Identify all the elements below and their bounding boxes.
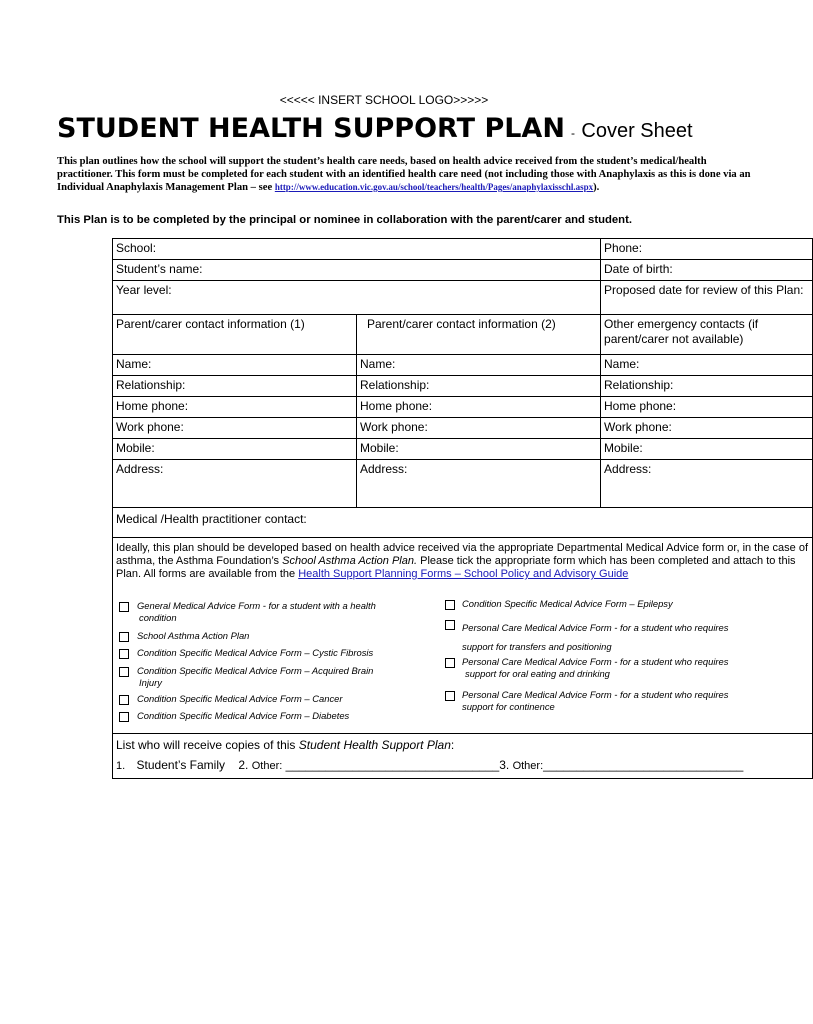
contact3-name[interactable]: Name: <box>601 355 813 376</box>
copies-list <box>116 755 809 776</box>
copy1-number: 1. <box>116 760 126 772</box>
copy3-label: Other: <box>512 760 544 772</box>
contact1-name[interactable]: Name: <box>113 355 357 376</box>
contact2-name[interactable]: Name: <box>357 355 601 376</box>
checkbox-cystic-fibrosis[interactable] <box>119 649 129 659</box>
contact1-address[interactable]: Address: <box>113 460 357 508</box>
student-name-field[interactable]: Student’s name: <box>113 260 601 281</box>
form-acquired-brain-injury-label: Condition Specific Medical Advice Form – Acquired Brain Injury <box>137 665 374 688</box>
page-title <box>57 113 693 144</box>
forms-checklist <box>116 589 809 721</box>
form-transfers-positioning-label: Personal Care Medical Advice Form - for a student who requires support for transfers and positioning <box>462 622 729 652</box>
copies-heading: List who will receive copies of this Student Health Support Plan: <box>116 738 455 752</box>
contact3-header: Other emergency contacts (if parent/carer not available) <box>601 315 813 355</box>
copy2-number: 2. <box>238 758 249 772</box>
copy3-field[interactable]: ______________________________ <box>543 758 744 772</box>
form-continence-label: Personal Care Medical Advice Form - for a student who requires support for continence <box>462 689 729 712</box>
intro-text-end: ). <box>593 182 600 193</box>
guide-text-2: Please tick the appropriate form which has been completed and attach to this Plan. All forms are available from the <box>116 555 796 580</box>
completion-note: This Plan is to be completed by the principal or nominee in collaboration with the parent/carer and student. <box>57 214 632 226</box>
plan-table <box>112 238 813 779</box>
checkbox-diabetes[interactable] <box>119 712 129 722</box>
contact1-work-phone[interactable]: Work phone: <box>113 418 357 439</box>
checkbox-oral-eating[interactable] <box>445 658 455 668</box>
guide-italic: School Asthma Action Plan. <box>282 555 418 567</box>
school-field[interactable]: School: <box>113 239 601 260</box>
year-level-field[interactable]: Year level: <box>113 281 601 315</box>
title-subtitle: Cover Sheet <box>581 120 693 142</box>
checkbox-general-medical[interactable] <box>119 602 129 612</box>
intro-paragraph <box>57 156 757 195</box>
checkbox-asthma-plan[interactable] <box>119 632 129 642</box>
title-main: STUDENT HEALTH SUPPORT PLAN <box>57 113 565 144</box>
contact3-relationship[interactable]: Relationship: <box>601 376 813 397</box>
form-cystic-fibrosis-label: Condition Specific Medical Advice Form – Cystic Fibrosis <box>137 647 374 658</box>
copy2-label: Other: <box>251 760 283 772</box>
form-asthma-plan-label: School Asthma Action Plan <box>137 630 250 641</box>
dob-field[interactable]: Date of birth: <box>601 260 813 281</box>
contact2-work-phone[interactable]: Work phone: <box>357 418 601 439</box>
checkbox-cancer[interactable] <box>119 695 129 705</box>
copies-section <box>113 734 813 779</box>
guide-text-1: Ideally, this plan should be developed based on health advice received via the appropriate Departmental Medical Advice form or, in the case of asthma, the Asthma Foundation’s <box>116 542 808 567</box>
copy1-recipient: Student’s Family <box>136 758 226 772</box>
contact2-home-phone[interactable]: Home phone: <box>357 397 601 418</box>
checkbox-epilepsy[interactable] <box>445 600 455 610</box>
checkbox-acquired-brain-injury[interactable] <box>119 667 129 677</box>
forms-guide-link[interactable]: Health Support Planning Forms – School Policy and Advisory Guide <box>298 568 629 580</box>
contact1-header: Parent/carer contact information (1) <box>113 315 357 355</box>
school-logo-placeholder: <<<<< INSERT SCHOOL LOGO>>>>> <box>279 93 489 107</box>
practitioner-contact-field[interactable]: Medical /Health practitioner contact: <box>113 508 813 538</box>
contact1-relationship[interactable]: Relationship: <box>113 376 357 397</box>
copy3-number: 3. <box>499 758 510 772</box>
medical-advice-section <box>113 538 813 734</box>
contact2-header: Parent/carer contact information (2) <box>357 315 601 355</box>
contact1-home-phone[interactable]: Home phone: <box>113 397 357 418</box>
contact3-work-phone[interactable]: Work phone: <box>601 418 813 439</box>
phone-field[interactable]: Phone: <box>601 239 813 260</box>
intro-text: This plan outlines how the school will support the student’s health care needs, based on health advice received from the student’s medical/health practitioner. This form must be completed for each student with an identified health care need (not including those with Anaphylaxis as this is done via an Individual Anaphylaxis Management Plan – see <box>57 156 751 193</box>
contact2-mobile[interactable]: Mobile: <box>357 439 601 460</box>
contact1-mobile[interactable]: Mobile: <box>113 439 357 460</box>
guide-paragraph <box>116 542 809 581</box>
contact3-mobile[interactable]: Mobile: <box>601 439 813 460</box>
form-oral-eating-label: Personal Care Medical Advice Form - for a student who requires support for oral eating and drinking <box>462 656 729 679</box>
checkbox-continence[interactable] <box>445 691 455 701</box>
form-diabetes-label: Condition Specific Medical Advice Form – Diabetes <box>137 710 350 721</box>
form-general-medical-label: General Medical Advice Form - for a student with a health condition <box>137 600 376 623</box>
contact2-address[interactable]: Address: <box>357 460 601 508</box>
contact3-home-phone[interactable]: Home phone: <box>601 397 813 418</box>
form-epilepsy-label: Condition Specific Medical Advice Form – Epilepsy <box>462 598 673 609</box>
title-dash: - <box>570 126 575 140</box>
review-date-field[interactable]: Proposed date for review of this Plan: <box>601 281 813 315</box>
checkbox-transfers-positioning[interactable] <box>445 620 455 630</box>
anaphylaxis-link[interactable]: http://www.education.vic.gov.au/school/teachers/health/Pages/anaphylaxisschl.aspx <box>274 182 594 192</box>
contact3-address[interactable]: Address: <box>601 460 813 508</box>
contact2-relationship[interactable]: Relationship: <box>357 376 601 397</box>
copy2-field[interactable]: ________________________________ <box>285 758 500 772</box>
form-cancer-label: Condition Specific Medical Advice Form – Cancer <box>137 693 343 704</box>
